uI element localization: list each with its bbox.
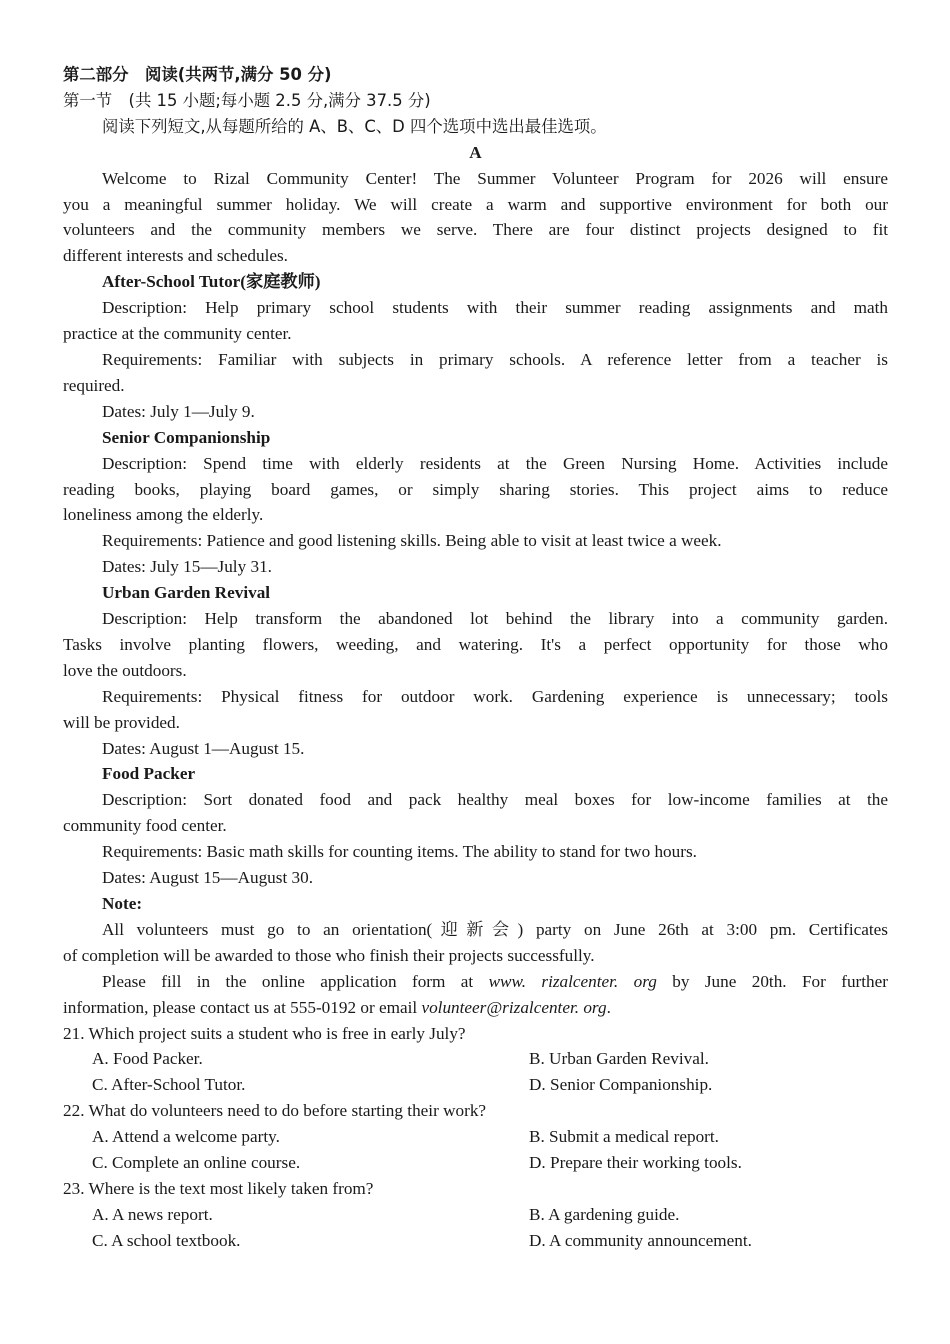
project-dates: Dates: July 1—July 9. <box>102 401 255 421</box>
option-b: B. A gardening guide. <box>529 1204 680 1224</box>
project-urban-garden-revival: Urban Garden Revival Description: Help transform the abandoned lot behind the library into a community garden. Tasks involve planting flowers, weeding, and watering. It's a perfect opportunity for those who love the outdoors. Requirements: Physical fitness for outdoor work. Gardening experience is unnecessary; tools will be provided. Dates: August 1—August 15. <box>63 580 888 761</box>
part-heading: 第二部分 阅读(共两节,满分 50 分) <box>63 65 332 84</box>
option-a: A. Attend a welcome party. <box>92 1127 280 1147</box>
project-title: Senior Companionship <box>102 427 271 447</box>
project-dates: Dates: August 1—August 15. <box>102 738 305 758</box>
project-senior-companionship: Senior Companionship Description: Spend time with elderly residents at the Green Nursing Home. Activities include reading books, playing board games, or simply sharing stories. This project aims to reduce loneliness among the elderly. Requirements: Patience and good listening skills. Being able to visit at least twice a week. Dates: July 15—July 31. <box>63 425 888 580</box>
option-d: D. Senior Companionship. <box>529 1075 713 1095</box>
option-c: C. Complete an online course. <box>92 1153 301 1173</box>
question-stem: 23. Where is the text most likely taken from? <box>63 1178 374 1198</box>
question-22 <box>63 1098 888 1176</box>
website-url: www. rizalcenter. org <box>488 971 657 991</box>
question-23 <box>63 1176 888 1254</box>
note-section: Note: All volunteers must go to an orientation(迎新会) party on June 26th at 3:00 pm. Certificates of completion will be awarded to those who finish their projects successfully. Please fill in the online application form at www. rizalcenter. org by June 20th. For further information, please contact us at 555-0192 or email volunteer@rizalcenter. org. <box>63 891 888 1021</box>
note-title: Note: <box>102 894 143 913</box>
project-dates: Dates: August 15—August 30. <box>102 868 314 888</box>
option-b: B. Submit a medical report. <box>529 1127 719 1147</box>
option-d: D. A community announcement. <box>529 1230 752 1250</box>
option-b: B. Urban Garden Revival. <box>529 1049 709 1069</box>
project-food-packer: Food Packer Description: Sort donated food and pack healthy meal boxes for low-income families at the community food center. Requirements: Basic math skills for counting items. The ability to stand for two hours. Dates: August 15—August 30. <box>63 761 888 891</box>
option-a: A. A news report. <box>92 1204 213 1224</box>
option-c: C. A school textbook. <box>92 1230 241 1250</box>
exam-page <box>63 62 888 1254</box>
instruction-text: 阅读下列短文,从每题所给的 A、B、C、D 四个选项中选出最佳选项。 <box>102 116 607 136</box>
question-21 <box>63 1021 888 1099</box>
question-stem: 21. Which project suits a student who is free in early July? <box>63 1023 466 1043</box>
option-c: C. After-School Tutor. <box>92 1075 246 1095</box>
project-title: Urban Garden Revival <box>102 583 271 603</box>
intro-paragraph: Welcome to Rizal Community Center! The Summer Volunteer Program for 2026 will ensure you a meaningful summer holiday. We will create a warm and supportive environment for both our volunteers and the community members we serve. There are four distinct projects designed to fit different interests and schedules. <box>63 168 888 266</box>
email-address: volunteer@rizalcenter. org <box>421 997 607 1017</box>
project-title: Food Packer <box>102 764 196 784</box>
section-heading: 第一节 (共 15 小题;每小题 2.5 分,满分 37.5 分) <box>63 90 431 110</box>
project-after-school-tutor: After-School Tutor(家庭教师) Description: Help primary school students with their summer reading assignments and math practice at the community center. Requirements: Familiar with subjects in primary schools. A reference letter from a teacher is required. Dates: July 1—July 9. <box>63 269 888 424</box>
option-d: D. Prepare their working tools. <box>529 1153 742 1173</box>
option-a: A. Food Packer. <box>92 1049 203 1069</box>
project-dates: Dates: July 15—July 31. <box>102 557 272 577</box>
passage-label: A <box>469 142 482 162</box>
question-stem: 22. What do volunteers need to do before starting their work? <box>63 1101 487 1121</box>
project-title: After-School Tutor(家庭教师) <box>102 272 321 292</box>
